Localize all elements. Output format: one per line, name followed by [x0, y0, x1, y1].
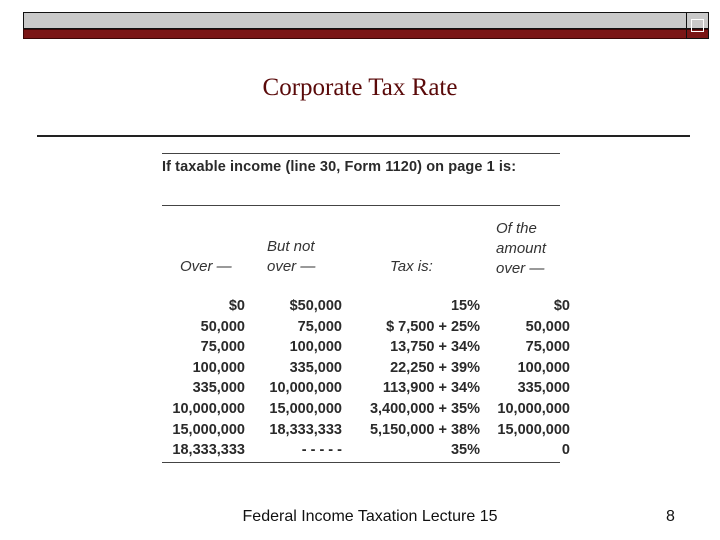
header-over: Over — [180, 258, 232, 275]
cell-over: 10,000,000 [172, 400, 245, 417]
slide-footer: Federal Income Taxation Lecture 15 [242, 508, 498, 525]
cell-but-not-over: 335,000 [289, 359, 342, 376]
cell-but-not-over: $50,000 [289, 298, 342, 314]
slide-top-bar [23, 12, 709, 29]
table-body [160, 296, 570, 461]
cell-but-not-over: 100,000 [289, 339, 342, 356]
cell-tax-is: 35% [450, 442, 480, 459]
cell-over: 335,000 [192, 380, 245, 397]
cell-of-amount-over: 335,000 [517, 380, 570, 397]
cell-tax-is: 113,900 + 34% [382, 380, 480, 397]
cell-tax-is: 13,750 + 34% [390, 339, 480, 356]
table-row [160, 317, 570, 338]
cell-of-amount-over: 15,000,000 [497, 421, 570, 438]
table-row [160, 358, 570, 379]
table-row [160, 378, 570, 399]
header-of-amount-line2: amount [496, 240, 547, 257]
header-but-not-over-line1: But not [267, 238, 315, 255]
cell-over: 100,000 [192, 359, 245, 376]
header-of-amount-line1: Of the [496, 220, 537, 237]
cell-tax-is: 22,250 + 39% [390, 359, 480, 376]
cell-of-amount-over: 100,000 [517, 359, 570, 376]
table-row [160, 440, 570, 461]
cell-but-not-over: 18,333,333 [269, 421, 342, 438]
title-underline [37, 135, 690, 137]
header-of-amount-over [496, 219, 546, 279]
header-but-not-over-line2: over — [267, 258, 316, 275]
cell-of-amount-over: 10,000,000 [497, 400, 570, 417]
header-but-not-over [267, 237, 315, 277]
slide-accent-bar [23, 29, 709, 39]
cell-of-amount-over: 0 [561, 442, 570, 459]
cell-but-not-over: 15,000,000 [269, 400, 342, 417]
cell-but-not-over: 75,000 [297, 318, 342, 335]
table-row [160, 296, 570, 317]
cell-tax-is: 15% [450, 298, 480, 314]
header-of-amount-line3: over — [496, 260, 545, 277]
cell-over: $0 [228, 298, 245, 314]
table-bottom-rule [162, 462, 560, 463]
table-intro: If taxable income (line 30, Form 1120) on page 1 is: [162, 159, 517, 175]
cell-over: 15,000,000 [172, 421, 245, 438]
corner-square-inner [691, 19, 704, 32]
cell-of-amount-over: $0 [553, 298, 570, 314]
slide-title: Corporate Tax Rate [262, 74, 458, 101]
cell-of-amount-over: 75,000 [525, 339, 570, 356]
cell-but-not-over: - - - - - [301, 442, 342, 459]
page-number: 8 [666, 508, 675, 525]
table-row [160, 399, 570, 420]
table-row [160, 420, 570, 441]
cell-over: 18,333,333 [172, 442, 245, 459]
table-row [160, 337, 570, 358]
corner-square-icon [686, 12, 709, 39]
header-tax-is: Tax is: [390, 258, 433, 275]
cell-of-amount-over: 50,000 [525, 318, 570, 335]
cell-over: 75,000 [200, 339, 245, 356]
cell-tax-is: 5,150,000 + 38% [369, 421, 480, 438]
cell-tax-is: 3,400,000 + 35% [369, 400, 480, 417]
cell-but-not-over: 10,000,000 [269, 380, 342, 397]
table-top-rule [162, 153, 560, 154]
tax-rate-table [160, 150, 570, 468]
table-header-rule [162, 205, 560, 206]
cell-tax-is: $ 7,500 + 25% [386, 318, 480, 335]
cell-over: 50,000 [200, 318, 245, 335]
